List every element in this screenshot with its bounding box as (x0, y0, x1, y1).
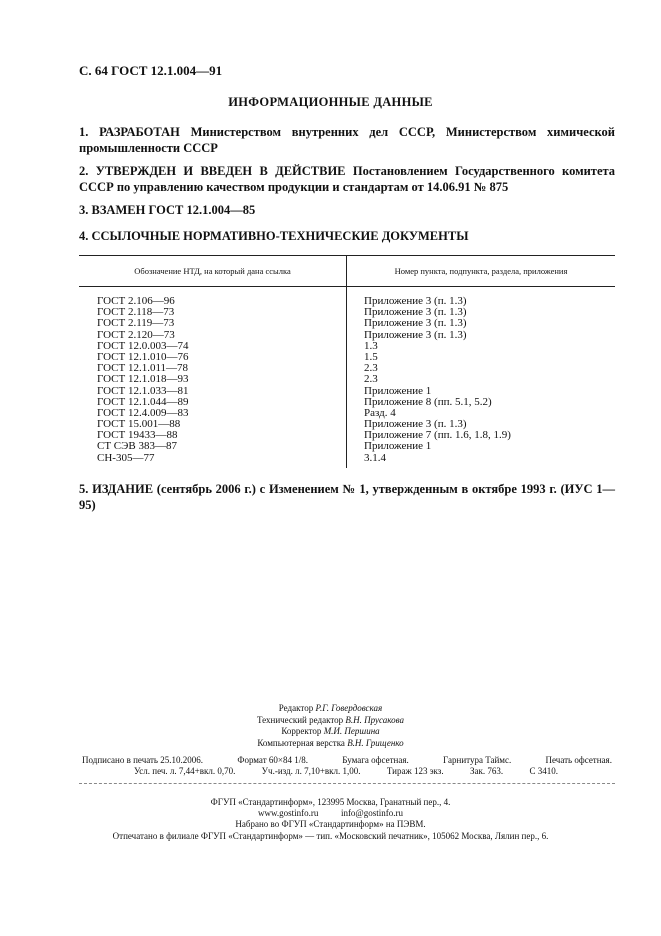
table-cell-reference: Приложение 3 (п. 1.3) (364, 295, 467, 307)
table-cell-reference: 2.3 (364, 373, 378, 386)
table-cell-document: СТ СЭВ 383—87 (97, 440, 177, 453)
section-5-number: 5. (79, 482, 89, 496)
page-title: ИНФОРМАЦИОННЫЕ ДАННЫЕ (228, 95, 433, 109)
section-3-number: 3. (79, 203, 89, 217)
footer-contacts: www.gostinfo.ru info@gostinfo.ru (258, 808, 403, 819)
signed-date: Подписано в печать 25.10.2006. (82, 755, 204, 765)
credit-tech-editor: Технический редактор В.Н. Прусакова (256, 714, 405, 725)
table-cell-document: СН-305—77 (97, 451, 155, 464)
publishing-line-2 (134, 766, 558, 776)
section-4-label: ССЫЛОЧНЫЕ НОРМАТИВНО-ТЕХНИЧЕСКИЕ ДОКУМЕНТЫ (91, 229, 469, 243)
section-1-number: 1. (79, 125, 89, 139)
footer-publisher: ФГУП «Стандартинформ», 123995 Москва, Гранатный пер., 4. (210, 797, 451, 807)
footer-typeset: Набрано во ФГУП «Стандартинформ» на ПЭВМ. (235, 819, 426, 830)
table-cell-document: ГОСТ 2.118—73 (97, 306, 175, 319)
section-1 (79, 124, 615, 156)
section-2-number: 2. (79, 164, 89, 178)
table-cell-document: ГОСТ 12.1.010—76 (97, 350, 189, 363)
credit-editor: Редактор Р.Г. Говердовская (278, 703, 383, 713)
format: Формат 60×84 1/8. (237, 755, 308, 765)
paper: Бумага офсетная. (342, 755, 409, 765)
section-5 (79, 481, 615, 513)
page-header: С. 64 ГОСТ 12.1.004—91 (79, 63, 223, 78)
section-3 (79, 202, 615, 218)
table-cell-document: ГОСТ 2.119—73 (97, 317, 175, 330)
circulation: Тираж 123 экз. (386, 766, 444, 776)
section-4 (79, 228, 615, 244)
section-2 (79, 163, 615, 195)
section-5-label: ИЗДАНИЕ (сентябрь 2006 г.) с Изменением № 1, утвержденным в октябре 1993 г. (ИУС 1—95) (79, 482, 615, 512)
table-column-divider (346, 255, 347, 468)
table-cell-reference: Приложение 7 (пп. 1.6, 1.8, 1.9) (364, 429, 511, 442)
table-cell-document: ГОСТ 15.001—88 (97, 418, 181, 431)
table-header-reference: Номер пункта, подпункта, раздела, приложения (394, 266, 568, 276)
table-cell-document: ГОСТ 2.106—96 (97, 295, 175, 307)
order-number: Зак. 763. (469, 766, 504, 776)
table-cell-reference: Приложение 3 (п. 1.3) (364, 418, 467, 431)
print-type: Печать офсетная. (545, 755, 612, 765)
print-sheets: Усл. печ. л. 7,44+вкл. 0,70. (134, 766, 236, 776)
section-3-label: ВЗАМЕН ГОСТ 12.1.004—85 (91, 203, 256, 217)
table-cell-reference: Приложение 3 (п. 1.3) (364, 317, 467, 330)
publisher-sheets: Уч.-изд. л. 7,10+вкл. 1,00. (261, 766, 361, 776)
footer-block (0, 797, 661, 842)
table-cell-reference: Приложение 3 (п. 1.3) (364, 328, 467, 341)
section-1-label: РАЗРАБОТАН (99, 125, 180, 139)
table-cell-reference: Приложение 1 (364, 440, 432, 453)
table-cell-reference: 1.3 (364, 339, 378, 352)
table-cell-reference: Приложение 8 (пп. 5.1, 5.2) (364, 395, 492, 408)
table-cell-document: ГОСТ 12.1.011—78 (97, 362, 189, 375)
table-cell-document: ГОСТ 12.4.009—83 (97, 406, 189, 419)
footer-printed: Отпечатано в филиале ФГУП «Стандартинформ» — тип. «Московский печатник», 105062 Москва, Лялин пер., 6. (112, 830, 549, 841)
table-header-rule (79, 286, 615, 287)
section-4-number: 4. (79, 229, 89, 243)
table-cell-reference: Приложение 3 (п. 1.3) (364, 306, 467, 319)
table-cell-reference: Приложение 1 (364, 384, 432, 397)
table-cell-reference: 1.5 (364, 350, 378, 363)
table-header-document: Обозначение НТД, на который дана ссылка (134, 266, 291, 276)
table-cell-document: ГОСТ 12.0.003—74 (97, 339, 189, 352)
table-cell-document: ГОСТ 12.1.033—81 (97, 384, 189, 397)
table-cell-document: ГОСТ 19433—88 (97, 429, 178, 442)
section-2-label: УТВЕРЖДЕН И ВВЕДЕН В ДЕЙСТВИЕ (95, 164, 346, 178)
section-2-text: Постановлением Государственного комитета СССР по управлению качеством продукции и стандартам от 14.06.91 № 875 (79, 164, 616, 194)
section-1-text: Министерством внутренних дел СССР, Министерством химической промышленности СССР (79, 125, 615, 155)
credit-corrector: Корректор М.И. Першина (281, 726, 380, 736)
footer-divider (79, 783, 615, 784)
credits-block (0, 703, 661, 749)
credit-layout: Компьютерная верстка В.Н. Грищенко (257, 737, 404, 748)
table-cell-document: ГОСТ 12.1.044—89 (97, 395, 189, 408)
publishing-line-1 (82, 755, 612, 765)
table-column-references (364, 296, 511, 464)
table-cell-document: ГОСТ 2.120—73 (97, 328, 175, 341)
table-cell-reference: 2.3 (364, 362, 378, 375)
table-cell-reference: Разд. 4 (364, 406, 396, 419)
table-cell-document: ГОСТ 12.1.018—93 (97, 373, 189, 386)
table-column-documents (97, 296, 188, 464)
table-top-rule (79, 255, 615, 256)
code: С 3410. (529, 766, 558, 776)
table-cell-reference: 3.1.4 (364, 451, 386, 464)
typeface: Гарнитура Таймс. (443, 755, 512, 765)
